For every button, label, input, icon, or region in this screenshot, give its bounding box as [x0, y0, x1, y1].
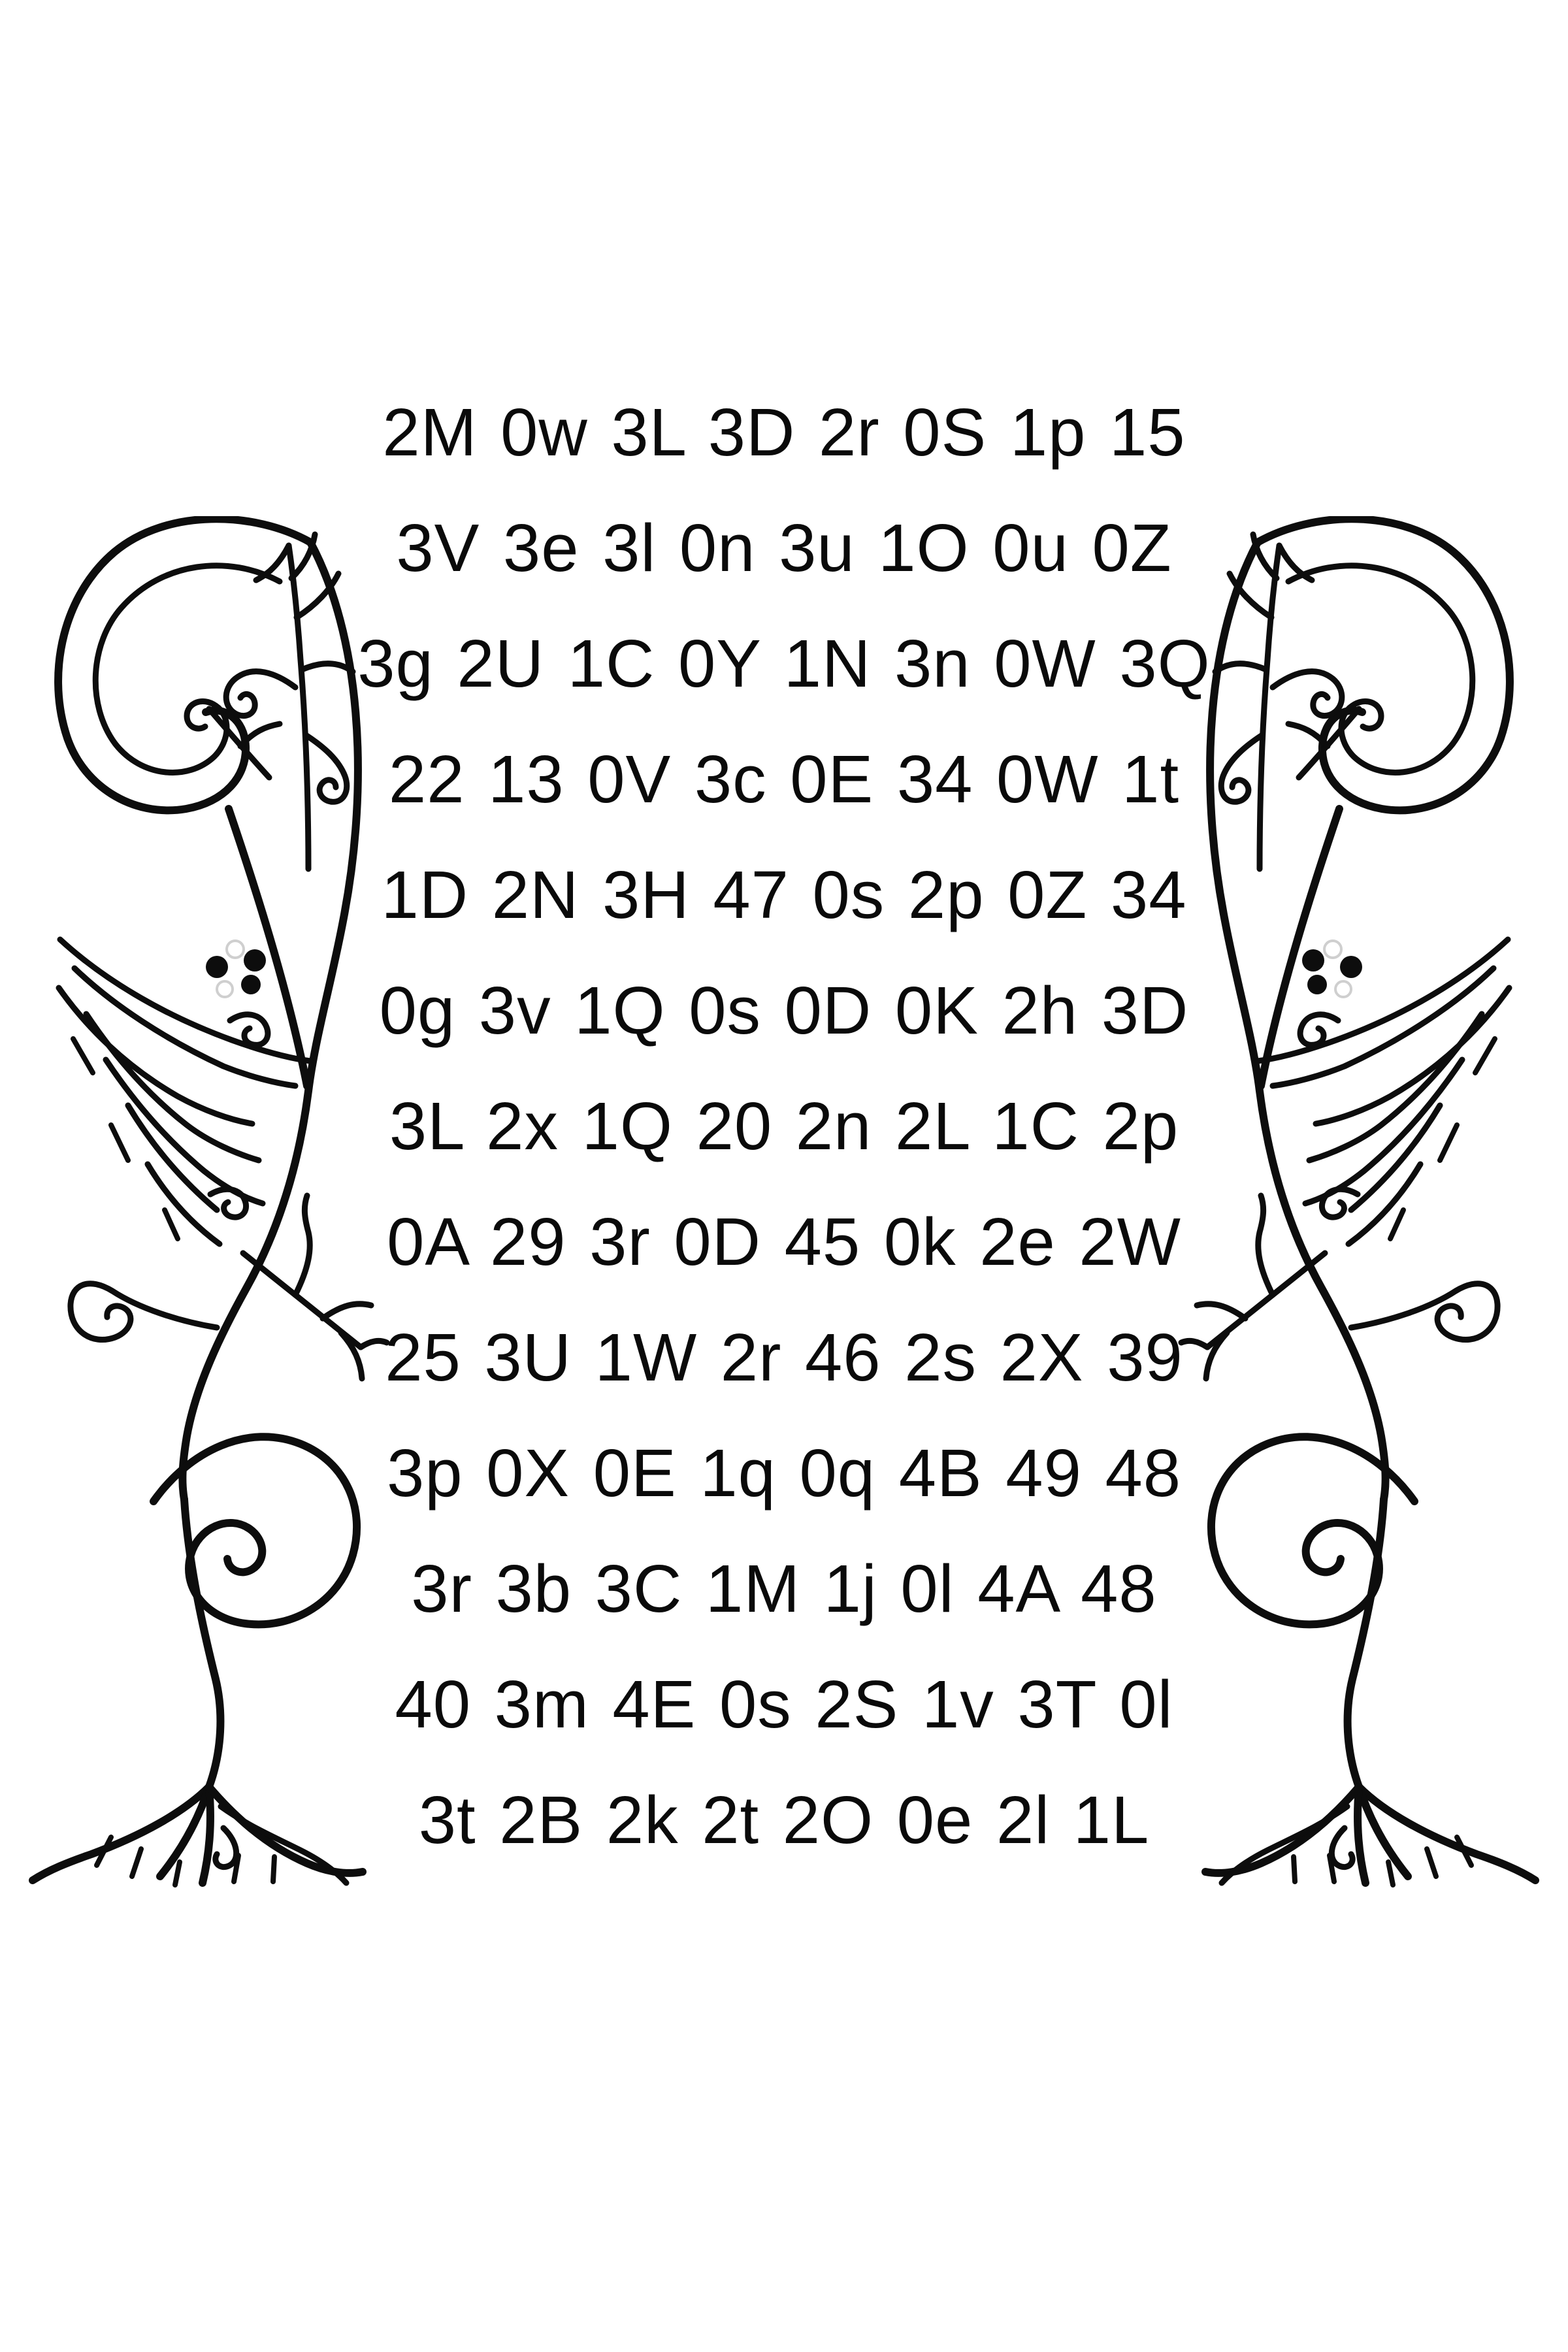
- code-line-1: 2M 0w 3L 3D 2r 0S 1p 15: [382, 395, 1186, 470]
- code-line-12: 40 3m 4E 0s 2S 1v 3T 0l: [395, 1667, 1173, 1742]
- code-block: [261, 374, 1307, 1878]
- berry-dot-outline: [217, 981, 233, 997]
- berry-dot: [241, 975, 261, 994]
- code-line-5: 1D 2N 3H 47 0s 2p 0Z 34: [381, 857, 1187, 932]
- code-line-2: 3V 3e 3l 0n 3u 1O 0u 0Z: [396, 510, 1172, 585]
- code-line-8: 0A 29 3r 0D 45 0k 2e 2W: [387, 1204, 1181, 1279]
- code-line-11: 3r 3b 3C 1M 1j 0l 4A 48: [411, 1551, 1157, 1626]
- berry-dot: [206, 956, 228, 978]
- code-line-13: 3t 2B 2k 2t 2O 0e 2l 1L: [418, 1782, 1150, 1857]
- code-line-10: 3p 0X 0E 1q 0q 4B 49 48: [386, 1435, 1182, 1511]
- code-line-7: 3L 2x 1Q 20 2n 2L 1C 2p: [389, 1088, 1179, 1164]
- code-line-9: 25 3U 1W 2r 46 2s 2X 39: [385, 1320, 1183, 1395]
- berry-dot-outline: [227, 941, 244, 958]
- code-line-6: 0g 3v 1Q 0s 0D 0K 2h 3D: [379, 973, 1189, 1048]
- code-line-4: 22 13 0V 3c 0E 34 0W 1t: [388, 742, 1180, 817]
- code-line-3: 3g 2U 1C 0Y 1N 3n 0W 3Q: [357, 626, 1211, 701]
